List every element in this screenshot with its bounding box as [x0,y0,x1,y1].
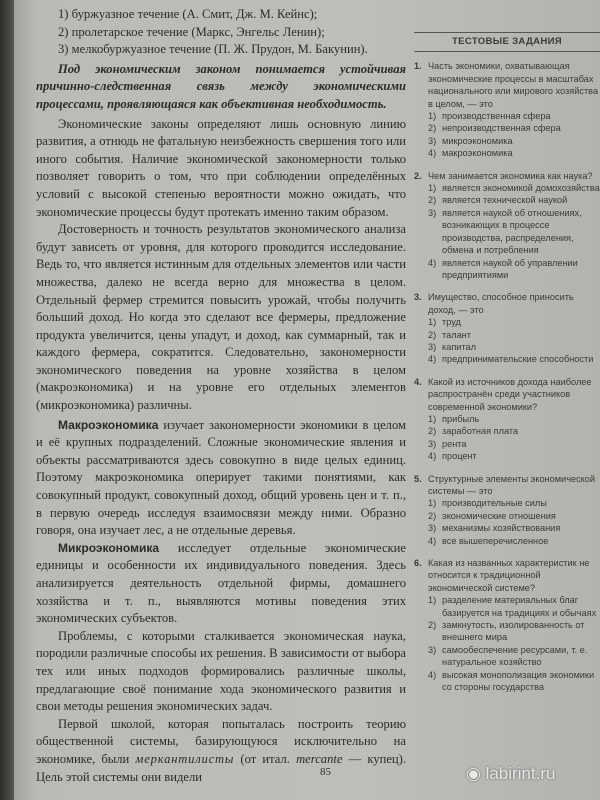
answer-option [414,438,600,450]
answer-option [414,135,600,147]
option-text: предпринимательские способности [442,354,594,365]
mercante-word: mercante [296,751,343,766]
question-number: 2. [414,170,422,181]
macro-term: Макроэкономика [58,417,159,432]
answer-option [414,182,600,194]
text-fragment: Первой школой, которая попыталась построить теорию общественной системы, базирующуюся исключительно на экономике, были [36,716,406,766]
option-text: рента [442,438,467,449]
question-text: Какой из источников дохода наиболее распространён среди участников современной экономики? [428,376,592,412]
option-text: труд [442,317,461,328]
option-number: 2) [428,620,437,631]
main-text-column [36,6,406,786]
option-number: 2) [428,426,437,437]
answer-option [414,535,600,547]
option-text: капитал [442,341,477,352]
option-number: 2) [428,195,437,206]
option-number: 3) [428,644,437,655]
test-question [414,291,600,365]
answer-option [414,522,600,534]
macro-text: изучает закономерности экономики в целом и её крупных подразделений. Сложные экономические явления и объекты рассматриваются здесь совокупно в виде целых единиц. Поэтому макроэкономика оперирует такими понятиями, как совокупный продукт, совокупный доход, общий уровень цен и т. п., в первую очередь исследуя взаимосвязи между ними. Образно говоря, она изучает лес, а не отдельные деревья. [36,417,406,538]
test-question [414,473,600,547]
mercantilists-term: меркантилисты [135,751,235,766]
paragraph-laws: Экономические законы определяют лишь основную линию развития, а отнюдь не фатальную неизбежность свершения того или иного события. Наличие экономической закономерности только позволяет говорить о том, что при соблюдении определённых условий с высокой степенью вероятности можно ожидать, что экономические процессы будут протекать именно таким образом. [36,116,406,219]
question-text: Какая из названных характеристик не относится к традиционной экономической системе? [428,558,590,593]
option-number: 4) [428,354,437,365]
option-number: 3) [428,341,437,352]
option-text: непроизводственная сфера [442,123,561,134]
answer-option [414,644,600,669]
option-number: 1) [428,595,437,606]
option-text: является наукой об отношениях, возникающих в процессе производства, распределения, обмена и потребления [442,207,582,256]
option-text: высокая монополизация экономики со стороны государства [442,669,595,693]
question-text: Имущество, способное приносить доход, — это [428,292,574,315]
answer-option [414,413,600,425]
option-number: 3) [428,135,437,146]
paragraph-macroeconomics [36,417,406,540]
answer-option [414,147,600,159]
option-number: 3) [428,207,437,218]
question-number: 1. [414,61,422,72]
answer-option [414,110,600,122]
answer-option [414,329,600,341]
option-number: 2) [428,123,437,134]
option-number: 4) [428,148,437,159]
option-text: замкнутость, изолированность от внешнего мира [442,620,585,643]
option-number: 4) [428,451,437,462]
answer-option [414,425,600,437]
option-text: заработная плата [442,426,519,437]
test-question [414,557,600,693]
answer-option [414,194,600,206]
question-number: 4. [414,376,422,387]
option-number: 1) [428,413,437,424]
answer-option [414,341,600,353]
test-question [414,60,600,159]
option-number: 4) [428,669,437,680]
answer-option [414,353,600,365]
option-number: 4) [428,535,437,546]
option-text: разделение материальных благ базируется на традициях и обычаях [442,595,597,618]
question-text-row [414,291,600,316]
answer-option [414,619,600,644]
option-number: 3) [428,523,437,534]
test-questions-column [414,26,600,800]
answer-option [414,497,600,509]
option-text: микроэкономика [442,135,513,146]
option-text: механизмы хозяйствования [442,523,561,534]
test-question [414,376,600,463]
question-number: 6. [414,558,422,569]
answer-option [414,510,600,522]
option-text: является экономикой домохозяйства [442,183,600,194]
list-item: 1) буржуазное течение (А. Смит, Дж. М. Кейнс); [58,7,318,21]
question-text: Часть экономики, охватывающая экономические процессы в масштабах национального или мирового хозяйства в целом, — это [428,61,599,109]
micro-term: Микроэкономика [58,540,160,555]
paragraph-schools: Проблемы, с которыми сталкивается экономическая наука, породили различные способы их решения. В зависимости от выбора тех или иных подходов формировались различные школы, предлагающие своё понимание хода экономического развития и свои методы решения экономических задач. [36,628,406,714]
question-text-row [414,170,600,182]
option-text: производительные силы [442,498,547,509]
answer-option [414,450,600,462]
question-text-row [414,473,600,498]
question-text: Чем занимается экономика как наука? [428,170,593,181]
option-number: 1) [428,111,437,122]
option-number: 2) [428,510,437,521]
book-page [14,0,600,800]
question-text-row [414,60,600,110]
test-heading: ТЕСТОВЫЕ ЗАДАНИЯ [414,32,600,52]
watermark-logo-icon: ◉ [466,764,481,783]
answer-option [414,257,600,282]
watermark [466,764,556,784]
question-text-row [414,557,600,594]
book-spine-shadow [0,0,14,800]
option-number: 3) [428,438,437,449]
option-text: талант [442,329,471,340]
option-text: является технической наукой [442,195,568,206]
answer-option [414,207,600,257]
test-question [414,170,600,282]
option-text: все вышеперечисленное [442,535,549,546]
text-fragment: (от итал. [234,751,297,766]
question-number: 3. [414,292,422,303]
question-text-row [414,376,600,413]
micro-text: исследует отдельные экономические единицы и особенности их индивидуального поведения. Здесь анализируется деятельность отдельной фирмы, домашнего хозяйства и т. п., выявляются мотивы поведения этих экономических субъектов. [36,540,406,626]
option-number: 1) [428,317,437,328]
list-item: 2) пролетарское течение (Маркс, Энгельс Ленин); [58,24,325,39]
option-text: экономические отношения [442,510,556,521]
text-fragment: — купец). Цель этой системы они видели [36,751,407,784]
question-list [414,60,600,693]
option-number: 1) [428,183,437,194]
answer-option [414,594,600,619]
paragraph-analysis: Достоверность и точность результатов экономического анализа будут зависеть от уровня, для которого проводится исследование. Ведь то, что является истинным для отдельных элементов или части множества, далеко не всегда верно для множества в целом. Отдельный фермер стремится повысить урожай, чтобы получить больший доход. Но когда это сделают все фермеры, предложение продукта увеличится, цены упадут, и доход, как суммарный, так и каждого фермера, сократится. Следовательно, закономерности экономического поведения на уровне хозяйства в целом (макроэкономика) и на уровне его отдельных элементов (микроэкономика) различны. [36,222,406,413]
answer-option [414,669,600,694]
option-number: 4) [428,257,437,268]
page-number: 85 [320,766,331,778]
definition-paragraph [36,61,406,114]
question-number: 5. [414,473,422,484]
paragraph-microeconomics [36,540,406,628]
paragraph-mercantilists [36,716,406,786]
option-text: процент [442,451,477,462]
option-text: производственная сфера [442,111,551,122]
answer-option [414,122,600,134]
option-text: самообеспечение ресурсами, т. е. натуральное хозяйство [442,644,588,668]
option-number: 1) [428,498,437,509]
list-item: 3) мелкобуржуазное течение (П. Ж. Прудон, М. Бакунин). [58,42,368,57]
option-number: 2) [428,329,437,340]
question-text: Структурные элементы экономической системы — это [428,473,596,496]
definition-text: Под экономическим законом понимается устойчивая причинно-следственная связь между экономическими процессами, проявляющаяся как объективная необходимость. [36,61,406,111]
option-text: макроэкономика [442,148,513,159]
watermark-text: labirint.ru [485,764,556,783]
option-text: является наукой об управлении предприятиями [442,257,578,280]
answer-option [414,316,600,328]
option-text: прибыль [442,413,480,424]
